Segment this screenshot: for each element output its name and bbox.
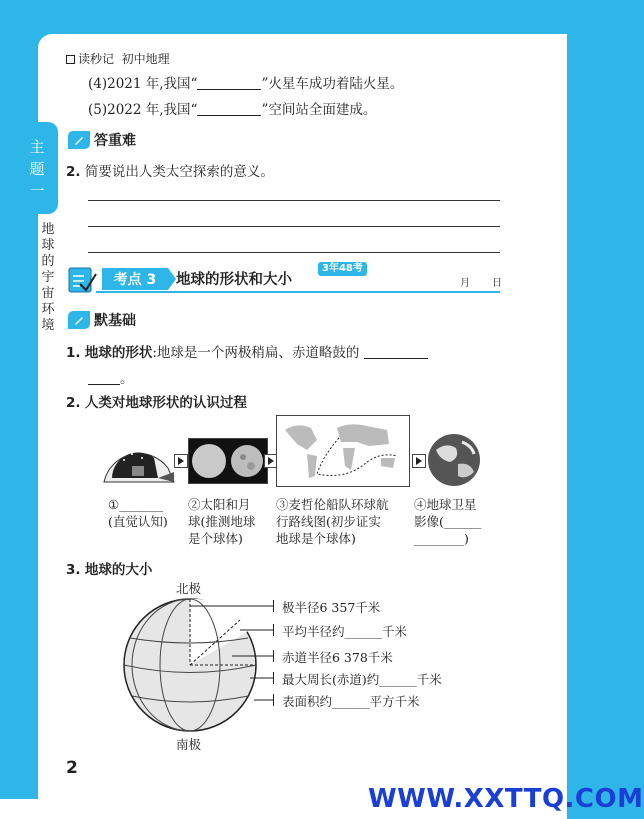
tick xyxy=(273,672,274,684)
caption-1: ①_______ (直觉认知) xyxy=(108,497,168,529)
pen-icon xyxy=(68,311,90,329)
caption-3: ③麦哲伦船队环球航 行路线图(初步证实 地球是个球体) xyxy=(276,497,389,546)
circumference-label: 最大周长(赤道)约______千米 xyxy=(282,672,442,687)
kaodian-label: 考点 3 xyxy=(102,268,168,290)
date-month: 月 xyxy=(460,278,470,289)
fill-item-4: (4)2021 年,我国“ ”火星车成功着陆火星。 xyxy=(88,76,404,92)
kaodian-bar xyxy=(66,262,500,294)
polar-radius-label: 极半径6 357千米 xyxy=(282,600,381,615)
side-tab: 主 题 一 xyxy=(0,122,58,214)
sun-moon-image xyxy=(188,438,268,484)
notebook-icon xyxy=(66,264,98,294)
arrow-right-icon xyxy=(412,454,426,468)
answer-blank[interactable] xyxy=(197,102,261,116)
checkbox-icon xyxy=(66,55,75,64)
caption-2: ②太阳和月 球(推测地球 是个球体) xyxy=(188,497,256,546)
basic-item-2: 2. 人类对地球形状的认识过程 xyxy=(66,395,247,411)
leader-lines xyxy=(188,598,278,708)
equator-radius-label: 赤道半径6 378千米 xyxy=(282,650,393,665)
basic-item-1-cont: 。 xyxy=(88,367,134,387)
answer-line[interactable] xyxy=(88,200,500,201)
mean-radius-label: 平均半径约______千米 xyxy=(282,624,408,639)
tick xyxy=(273,694,274,706)
sun-moon-icon xyxy=(189,439,267,483)
caption-4: ④地球卫星 影像(______ ________) xyxy=(414,497,482,546)
side-topic: 地球的宇宙环境 xyxy=(41,222,55,333)
satellite-earth-image xyxy=(426,432,482,488)
basic-item-1: 1. 地球的形状:地球是一个两极稍扁、赤道略鼓的 xyxy=(66,341,428,361)
running-header xyxy=(66,50,170,67)
kaodian-underline xyxy=(96,291,500,293)
kaodian-frequency: 3年48考 xyxy=(318,262,367,276)
basic-item-3: 3. 地球的大小 xyxy=(66,562,153,578)
tick xyxy=(273,650,274,662)
tick xyxy=(273,600,274,612)
pen-icon xyxy=(68,131,90,149)
surface-area-label: 表面积约______平方千米 xyxy=(282,694,420,709)
answer-blank[interactable] xyxy=(88,371,120,385)
south-pole-label: 南极 xyxy=(176,737,202,752)
question-2: 2. 简要说出人类太空探索的意义。 xyxy=(66,164,274,180)
subject-name: 初中地理 xyxy=(121,52,170,66)
fill-item-5: (5)2022 年,我国“ ”空间站全面建成。 xyxy=(88,102,377,118)
date-day: 日 xyxy=(492,278,502,289)
answer-blank[interactable] xyxy=(364,345,428,359)
north-pole-label: 北极 xyxy=(176,581,202,596)
voyage-route-map xyxy=(276,415,410,487)
answer-line[interactable] xyxy=(88,226,500,227)
arrow-right-icon xyxy=(174,454,188,468)
series-name: 读秒记 xyxy=(78,52,115,66)
world-map-icon xyxy=(277,416,409,486)
section-basic: 默基础 xyxy=(68,310,136,330)
kaodian-title: 地球的形状和大小 xyxy=(176,272,292,288)
answer-line[interactable] xyxy=(88,252,500,253)
watermark: WWW.XXTTQ.COM xyxy=(368,784,644,814)
section-hard: 答重难 xyxy=(68,130,136,150)
tick xyxy=(273,624,274,636)
answer-blank[interactable] xyxy=(197,76,261,90)
flat-earth-illustration xyxy=(98,438,182,486)
page-number: 2 xyxy=(66,758,78,778)
